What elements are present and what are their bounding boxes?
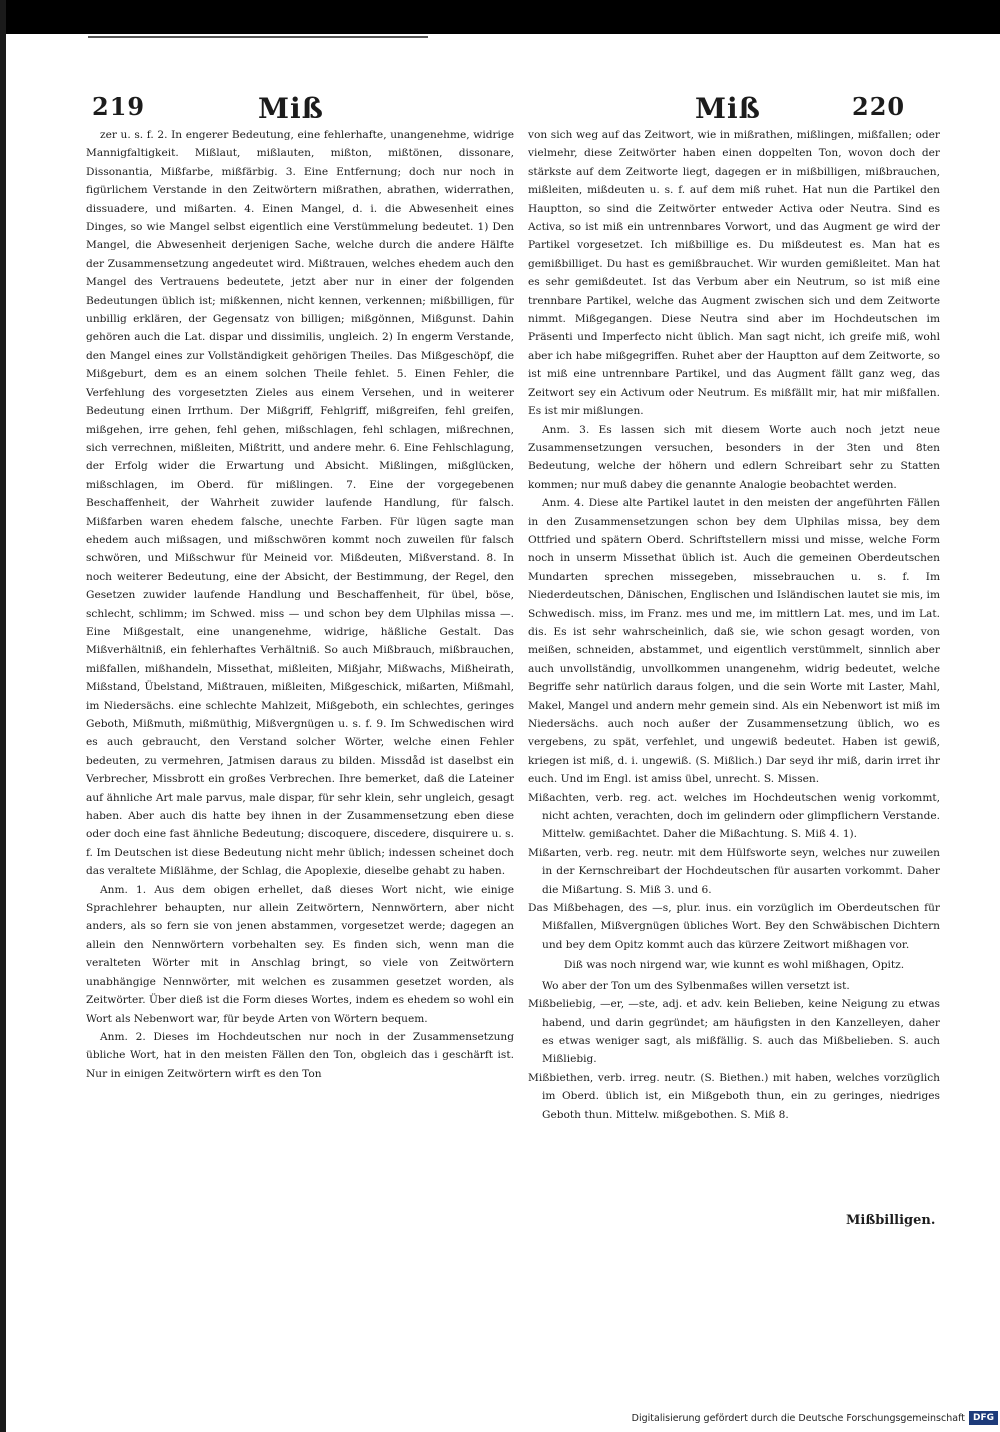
paragraph: Anm. 4. Diese alte Partikel lautet in den meisten der angeführten Fällen in den Zusammensetzungen schon bey dem Ulphilas missa, bey dem Ottfried und spätern Oberd. Schriftstellern missi und misse, welche Form noch in unserm Missethat üblich ist. Auch die gemeinen Oberdeutschen Mundarten sprechen missegeben, missebrauchen u. s. f. Im Niederdeutschen, Dänischen, Englischen und Isländischen lautet sie mis, im Schwedisch. miss, im Franz. mes und me, im mittlern Lat. mes, und im Lat. dis. Es ist sehr wahrscheinlich, daß sie, wie schon gesagt worden, von meißen, schneiden, abstammet, und eigentlich verstümmelt, sinnlich aber auch unvollständig, unvollkommen unangenehm, widrig bedeutet, welche Begriffe sehr natürlich daraus folgen, und die sein Worte mit Laster, Mahl, Makel, Mangel und andern mehr gemein sind. Als ein Nebenwort ist miß im Niedersächs. auch noch außer der Zusammensetzung üblich, wo es vergebens, zu spät, verfehlet, und ungewiß bedeutet. Haben ist gewiß, kriegen ist miß, d. i. ungewiß. (S. Mißlich.) Dar seyd ihr miß, darin irret ihr euch. Und im Engl. ist amiss übel, unrecht. S. Missen. bbox=[528, 497, 940, 786]
paragraph: Anm. 3. Es lassen sich mit diesem Worte auch noch jetzt neue Zusammensetzungen versuchen, besonders in der 3ten und 8ten Bedeutung, welche der höhern und edlern Schreibart sehr zu Statten kommen; nur muß dabey die genannte Analogie beobachtet werden. bbox=[528, 423, 940, 491]
scan-edge-top bbox=[0, 0, 1000, 40]
catchword: Mißbilligen. bbox=[846, 1213, 936, 1228]
left-column bbox=[86, 126, 514, 1083]
dictionary-entry: Mißarten, verb. reg. neutr. mit dem Hülfsworte seyn, welches nur zuweilen in der Kernschreibart der Hochdeutschen für ausarten vorkommt. Daher die Mißartung. S. Miß 3. und 6. bbox=[528, 846, 940, 896]
page-number-left: 219 bbox=[92, 92, 146, 121]
dfg-logo: DFG bbox=[969, 1411, 998, 1425]
dictionary-entry: Mißachten, verb. reg. act. welches im Hochdeutschen wenig vorkommt, nicht achten, verachten, doch im gelindern oder glimpflichern Verstande. Mittelw. gemißachtet. Daher die Mißachtung. S. Miß 4. 1). bbox=[528, 791, 940, 841]
running-headword-left: Miß bbox=[258, 92, 324, 125]
paragraph: Anm. 1. Aus dem obigen erhellet, daß dieses Wort nicht, wie einige Sprachlehrer behaupten, nur allein Zeitwörtern, Nennwörtern, aber nicht anders, als so fern sie von jenen abstammen, vorgesetzet werde; dagegen an allein den Nennwörtern vorbehalten sey. Es finden sich, wenn man die veralteten Wörter mit in Anschlag bringt, so viele von Zeitwörtern unabhängige Nennwörter, mit welchen es zusammen gesetzet worden, als Zeitwörter. Über dieß ist die Form dieses Wortes, indem es ehedem so wohl ein Wort als Nebenwort war, für beyde Arten von Wörtern bequem. bbox=[86, 883, 514, 1025]
paragraph: Wo aber der Ton um des Sylbenmaßes willen versetzt ist. bbox=[542, 979, 850, 992]
footer-text: Digitalisierung gefördert durch die Deutsche Forschungsgemeinschaft bbox=[631, 1412, 965, 1424]
verse-quote: Diß was noch nirgend war, wie kunnt es wohl mißhagen, Opitz. bbox=[563, 959, 905, 972]
dictionary-entry: Mißbeliebig, —er, —ste, adj. et adv. kein Belieben, keine Neigung zu etwas habend, und darin gegründet; am häufigsten in den Kanzelleyen, daher es etwas weniger sagt, als mißfällig. S. auch das Mißbelieben. S. auch Mißliebig. bbox=[528, 998, 940, 1066]
dictionary-entry: Mißbiethen, verb. irreg. neutr. (S. Biethen.) mit haben, welches vorzüglich im Oberd. üblich ist, ein Mißgeboth thun, ein zu geringes, niedriges Geboth thun. Mittelw. mißgebothen. S. Miß 8. bbox=[528, 1071, 940, 1121]
right-column bbox=[528, 126, 940, 1124]
page-number-right: 220 bbox=[852, 92, 906, 121]
paragraph: zer u. s. f. 2. In engerer Bedeutung, eine fehlerhafte, unangenehme, widrige Mannigfaltigkeit. Mißlaut, mißlauten, mißton, mißtönen, dissonare, Dissonantia, Mißfarbe, mißfärbig. 3. Eine Entfernung; doch nur noch in figürlichem Verstande in den Zeitwörtern mißrathen, abrathen, widerrathen, dissuadere, und mißarten. 4. Einen Mangel, d. i. die Abwesenheit eines Dinges, so wie Mangel selbst eigentlich eine Verstümmelung bedeutet. 1) Den Mangel, die Abwesenheit derjenigen Sache, welche durch die andere Hälfte der Zusammensetzung angedeutet wird. Mißtrauen, welches ehedem auch den Mangel des Vertrauens bedeutete, jetzt aber nur in einer der folgenden Bedeutungen üblich ist; mißkennen, nicht kennen, verkennen; mißbilligen, für unbillig erklären, der Gegensatz von billigen; mißgönnen, Mißgunst. Dahin gehören auch die Lat. dispar und dissimilis, ungleich. 2) In engerm Verstande, den Mangel eines zur Vollständigkeit gehörigen Theiles. Das Mißgeschöpf, die Mißgeburt, dem es an einem solchen Theile fehlet. 5. Einen Fehler, die Verfehlung des vorgesetzten Zieles aus einem Versehen, und in weiterer Bedeutung einen Irrthum. Der Mißgriff, Fehlgriff, mißgreifen, fehl greifen, mißgehen, irre gehen, fehl gehen, mißschlagen, fehl schlagen, mißrechnen, sich verrechnen, mißleiten, Mißtritt, und andere mehr. 6. Eine Fehlschlagung, der Erfolg wider die Erwartung und Absicht. Mißlingen, mißglücken, mißschlagen, im Oberd. für mißlingen. 7. Eine der vorgegebenen Beschaffenheit, der Wahrheit zuwider laufende Handlung, für falsch. Mißfarben waren ehedem falsche, unechte Farben. Für lügen sagte man ehedem auch mißsagen, und mißschwören kommt noch zuweilen für falsch schwören, und Mißschwur für Meineid vor. Mißdeuten, Mißverstand. 8. In noch weiterer Bedeutung, eine der Absicht, der Bestimmung, der Regel, den Gesetzen zuwider laufende Handlung und Beschaffenheit, für übel, böse, schlecht, schlimm; im Schwed. miss — und schon bey dem Ulphilas missa —. Eine Mißgestalt, eine unangenehme, widrige, häßliche Gestalt. Das Mißverhältniß, ein fehlerhaftes Verhältniß. So auch Mißbrauch, mißbrauchen, mißfallen, mißhandeln, Missethat, mißleiten, Mißjahr, Mißwachs, Mißheirath, Mißstand, Übelstand, Mißtrauen, mißleiten, Mißgeschick, mißarten, Mißmahl, im Niedersächs. eine schlechte Mahlzeit, Mißgeboth, ein schlechtes, geringes Geboth, Mißmuth, mißmüthig, Mißvergnügen u. s. f. 9. Im Schwedischen wird es auch gebraucht, den Verstand solcher Wörter, welche einen Fehler bedeuten, zu vermehren, Jatmisen daraus zu bilden. Missdåd ist daselbst ein Verbrecher, Missbrott ein großes Verbrechen. Ihre bemerket, daß die Lateiner auf ähnliche Art male parvus, male dispar, für sehr klein, sehr ungleich, gesagt haben. Aber auch dis hatte bey ihnen in der Zusammensetzung eben diese oder doch eine fast ähnliche Bedeutung; discoquere, discedere, disquirere u. s. f. Im Deutschen ist diese Bedeutung nicht mehr üblich; indessen scheinet doch das veraltete Mißlähme, der Schlag, die Apoplexie, dieselbe gehabt zu haben. bbox=[86, 129, 514, 878]
paragraph: von sich weg auf das Zeitwort, wie in mißrathen, mißlingen, mißfallen; oder vielmehr, diese Zeitwörter haben einen doppelten Ton, wovon doch der stärkste auf dem Zeitworte liegt, dagegen er in mißbilligen, mißbrauchen, mißleiten, mißdeuten u. s. f. auf dem miß ruhet. Hat nun die Partikel den Hauptton, so sind die Zeitwörter entweder Activa oder Neutra. Sind es Activa, so ist miß ein untrennbares Vorwort, und das Augment ge wird der Partikel vorgesetzet. Ich mißbillige es. Du mißdeutest es. Man hat es gemißbilliget. Du hast es gemißbrauchet. Wir wurden gemißleitet. Man hat es sehr gemißdeutet. Ist das Verbum aber ein Neutrum, so ist miß eine trennbare Partikel, welche das Augment zwischen sich und dem Zeitworte nimmt. Mißgegangen. Diese Neutra sind aber im Hochdeutschen im Präsenti und Imperfecto nicht üblich. Man sagt nicht, ich greife miß, wohl aber ich habe mißgegriffen. Ruhet aber der Hauptton auf dem Zeitworte, so ist miß eine untrennbare Partikel, und das Augment fällt ganz weg, das Zeitwort sey ein Activum oder Neutrum. Es mißfällt mir, hat mir mißfallen. Es ist mir mißlungen. bbox=[528, 129, 940, 418]
footer-credit bbox=[560, 1409, 998, 1427]
top-rule bbox=[88, 36, 428, 38]
scan-edge-left bbox=[0, 0, 6, 1432]
paragraph: Anm. 2. Dieses im Hochdeutschen nur noch in der Zusammensetzung übliche Wort, hat in den meisten Fällen den Ton, obgleich das i geschärft ist. Nur in einigen Zeitwörtern wirft es den Ton bbox=[86, 1030, 514, 1080]
running-headword-right: Miß bbox=[695, 92, 761, 125]
dictionary-entry: Das Mißbehagen, des —s, plur. inus. ein vorzüglich im Oberdeutschen für Mißfallen, Mißvergnügen übliches Wort. Bey den Schwäbischen Dichtern und bey dem Opitz kommt auch das kürzere Zeitwort mißhagen vor. bbox=[528, 902, 940, 951]
